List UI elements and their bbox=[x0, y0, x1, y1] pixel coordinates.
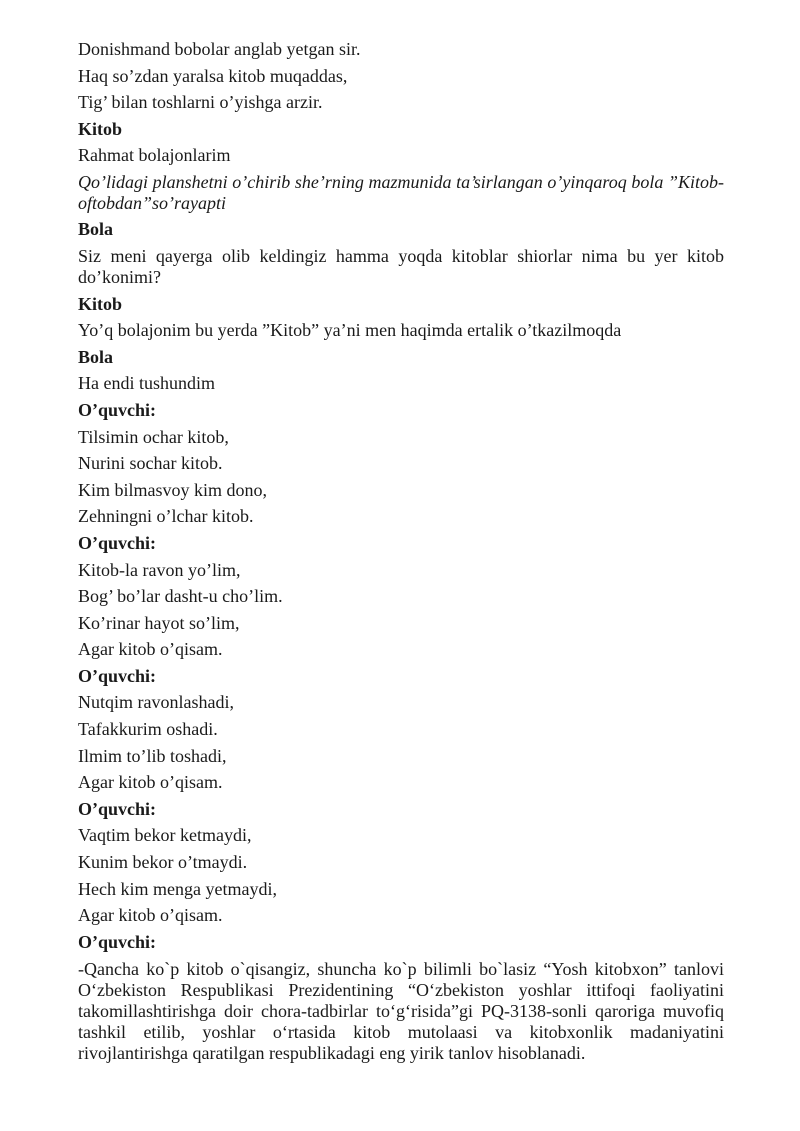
poem-line: Tilsimin ochar kitob, bbox=[78, 426, 229, 447]
poem-line: Haq so’zdan yaralsa kitob muqaddas, bbox=[78, 65, 348, 86]
poem-line: Nurini sochar kitob. bbox=[78, 453, 223, 474]
closing-paragraph: -Qancha ko`p kitob o`qisangiz, shuncha ko`p bilimli bo`lasiz “Yosh kitobxon” tanlovi O‘zbekiston Respublikasi Prezidentining “O‘zbekiston yoshlar ittifoqi faoliyatini takomillashtirishga doir chora-tadbirlar to‘g‘risida”gi PQ-3138-sonli qaroriga muvofiq tashkil etilib, yoshlar o‘rtasida kitob mutolaasi va kitobxonlik madaniyatini rivojlantirishga qaratilgan respublikadagi eng yirik tanlov hisoblanadi. bbox=[78, 959, 724, 1064]
poem-line: Kitob-la ravon yo’lim, bbox=[78, 559, 241, 580]
poem-line: Agar kitob o’qisam. bbox=[78, 639, 223, 660]
poem-line: Kunim bekor o’tmaydi. bbox=[78, 852, 248, 873]
poem-line: Ilmim to’lib toshadi, bbox=[78, 745, 227, 766]
poem-line: Tafakkurim oshadi. bbox=[78, 719, 218, 740]
poem-line: Agar kitob o’qisam. bbox=[78, 905, 223, 926]
dialogue-line: Siz meni qayerga olib keldingiz hamma yoqda kitoblar shiorlar nima bu yer kitob do’konimi? bbox=[78, 245, 724, 287]
poem-line: Vaqtim bekor ketmaydi, bbox=[78, 825, 252, 846]
poem-line: Donishmand bobolar anglab yetgan sir. bbox=[78, 39, 361, 59]
speaker-reader: O’quvchi: bbox=[78, 665, 157, 686]
poem-line: Nutqim ravonlashadi, bbox=[78, 692, 234, 713]
speaker-reader: O’quvchi: bbox=[78, 798, 157, 819]
speaker-bola: Bola bbox=[78, 346, 114, 367]
poem-line: Tig’ bilan toshlarni o’yishga arzir. bbox=[78, 92, 323, 113]
speaker-bola: Bola bbox=[78, 218, 114, 239]
poem-line: Agar kitob o’qisam. bbox=[78, 772, 223, 793]
dialogue-line: Ha endi tushundim bbox=[78, 373, 215, 394]
poem-line: Zehningni o’lchar kitob. bbox=[78, 506, 254, 527]
speaker-kitob: Kitob bbox=[78, 118, 123, 139]
stage-direction: Qo’lidagi planshetni o’chirib she’rning mazmunida ta’sirlangan o’yinqaroq bola ”Kitob-oftobdan”so’rayapti bbox=[78, 171, 724, 213]
dialogue-line: Rahmat bolajonlarim bbox=[78, 145, 231, 166]
poem-line: Ko’rinar hayot so’lim, bbox=[78, 612, 240, 633]
poem-line: Bog’ bo’lar dasht-u cho’lim. bbox=[78, 586, 283, 607]
dialogue-line: Yo’q bolajonim bu yerda ”Kitob” ya’ni men haqimda ertalik o’tkazilmoqda bbox=[78, 320, 622, 341]
speaker-kitob: Kitob bbox=[78, 293, 123, 314]
document-page bbox=[78, 36, 724, 1064]
poem-line: Kim bilmasvoy kim dono, bbox=[78, 479, 267, 500]
speaker-reader: O’quvchi: bbox=[78, 532, 157, 553]
speaker-reader: O’quvchi: bbox=[78, 931, 157, 952]
speaker-reader: O’quvchi: bbox=[78, 399, 157, 420]
poem-line: Hech kim menga yetmaydi, bbox=[78, 878, 277, 899]
